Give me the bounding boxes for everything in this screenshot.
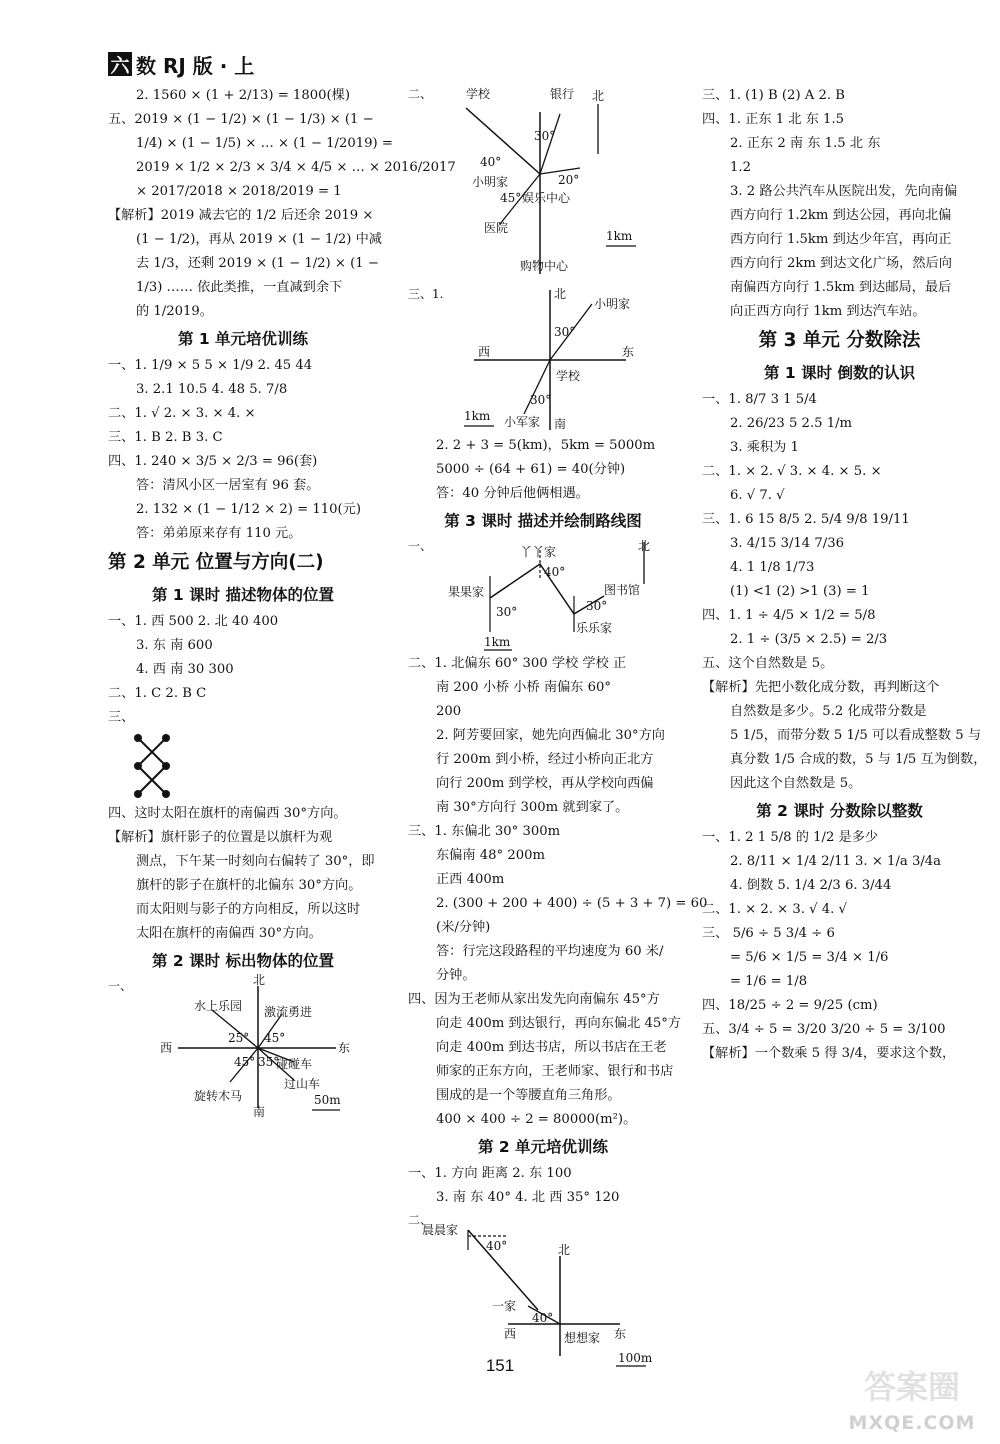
answer-line: 3. 东 南 600 — [136, 638, 213, 653]
answer-line: 【解析】旗杆影子的位置是以旗杆为观 — [108, 830, 333, 845]
answer-line: 6. √ 7. √ — [730, 488, 785, 503]
answer-line: 5 1/5，而带分数 5 1/5 可以看成整数 5 与 — [730, 728, 982, 743]
col1-lesson1-lines — [108, 610, 378, 730]
answer-line: 真分数 1/5 合成的数，5 与 1/5 互为倒数， — [730, 752, 987, 767]
figure-label: 旋转木马 — [194, 1089, 243, 1103]
answer-line: 五、2019 × (1 − 1/2) × (1 − 1/3) × (1 − — [108, 112, 374, 127]
answer-line: 东偏南 48° 200m — [436, 848, 545, 863]
answer-line: 太阳在旗杆的南偏西 30°方向。 — [136, 926, 322, 941]
grade-badge: 六 — [108, 52, 132, 76]
col2-unit2-lines — [408, 1162, 678, 1210]
answer-line: (米/分钟) — [436, 920, 491, 935]
answer-line: 一、1. 1/9 × 5 5 × 1/9 2. 45 44 — [108, 358, 313, 373]
figure-label: 40° — [480, 155, 502, 169]
page-number: 151 — [485, 1356, 515, 1375]
route-drawing-figure — [408, 536, 678, 652]
figure-label: 45° — [264, 1031, 286, 1045]
answer-line: 西方向行 1.5km 到达少年宫，再向正 — [730, 232, 952, 247]
figure-label: 西 — [504, 1327, 517, 1341]
figure-label: 购物中心 — [520, 259, 569, 273]
answer-line: 2. 26/23 5 2.5 1/m — [730, 416, 853, 431]
answer-line: 向走 400m 到达书店，所以书店在王老 — [436, 1040, 667, 1055]
answer-line: 400 × 400 ÷ 2 = 80000(m²)。 — [436, 1112, 637, 1127]
route-map-figure — [408, 284, 678, 434]
col3-lesson1-lines — [702, 388, 987, 796]
answer-line: 4. 西 南 30 300 — [136, 662, 234, 677]
answer-line: 1/4) × (1 − 1/5) × … × (1 − 1/2019) = — [136, 136, 393, 151]
figure-label: 北 — [558, 1243, 571, 1257]
answer-line: 一、1. 2 1 5/8 的 1/2 是多少 — [702, 830, 879, 845]
answer-line: 3. 南 东 40° 4. 北 西 35° 120 — [436, 1190, 620, 1205]
figure-label: 东 — [338, 1041, 351, 1055]
answer-line: 三、 — [108, 710, 135, 725]
answer-line: (1 − 1/2)，再从 2019 × (1 − 1/2) 中减 — [136, 232, 382, 247]
answer-line: (1) <1 (2) >1 (3) = 1 — [730, 584, 870, 599]
answer-line: 四、18/25 ÷ 2 = 9/25 (cm) — [702, 998, 878, 1013]
figure-label: 20° — [558, 173, 580, 187]
figure-label: 南 — [554, 417, 567, 431]
answer-line: 五、这个自然数是 5。 — [702, 656, 834, 671]
answer-line: 测点，下午某一时刻向右偏转了 30°，即 — [136, 854, 375, 869]
answer-line: 三、1. 东偏北 30° 300m — [408, 824, 561, 839]
figure-label: 学校 — [556, 369, 581, 383]
figure-label: 医院 — [484, 221, 509, 235]
answer-line: 二、1. C 2. B C — [108, 686, 207, 701]
answer-line: 5000 ÷ (64 + 61) = 40(分钟) — [436, 462, 626, 477]
figure-label: 晨晨家 — [422, 1223, 459, 1237]
answer-line: 2. 2 + 3 = 5(km)，5km = 5000m — [436, 438, 656, 453]
figure-label: 100m — [618, 1351, 653, 1365]
home-map-figure — [408, 1210, 678, 1370]
col1-unit1-lines — [108, 354, 378, 546]
unit3-lesson2-title: 第 2 课时 分数除以整数 — [756, 802, 923, 820]
figure-label: 南 — [253, 1105, 266, 1119]
answer-line: 四、这时太阳在旗杆的南偏西 30°方向。 — [108, 806, 347, 821]
answer-line: 一、1. 西 500 2. 北 40 400 — [108, 614, 279, 629]
answer-line: 二、1. × 2. √ 3. × 4. × 5. × — [702, 464, 882, 479]
figure-label: 1km — [606, 229, 633, 243]
answer-line: 正西 400m — [436, 872, 505, 887]
answer-line: 2. 132 × (1 − 1/12 × 2) = 110(元) — [136, 502, 362, 517]
answer-line: 向行 200m 到学校，再从学校向西偏 — [436, 776, 654, 791]
watermark-mark: 答案圈 — [863, 1368, 960, 1406]
answer-line: 分钟。 — [436, 968, 476, 983]
answer-line: 围成的是一个等腰直角三角形。 — [436, 1088, 621, 1103]
figure-label: 一、 — [108, 979, 133, 993]
answer-line: 【解析】先把小数化成分数，再判断这个 — [702, 680, 940, 695]
answer-line: 南偏西方向行 1.5km 到达邮局，最后 — [730, 280, 952, 295]
col1-lesson1-after — [108, 802, 378, 946]
answer-line: 答：40 分钟后他俩相遇。 — [436, 486, 589, 501]
figure-label: 二、 — [408, 87, 433, 101]
watermark-logo — [832, 1362, 992, 1434]
park-map — [108, 973, 378, 1119]
book-title: 数 RJ 版 · 上 — [136, 53, 255, 78]
figure-label: 想想家 — [564, 1331, 601, 1345]
figure-label: 45° — [234, 1055, 256, 1069]
answer-line: 2019 × 1/2 × 2/3 × 3/4 × 4/5 × … × 2016/2017 — [136, 160, 456, 175]
figure-label: 1km — [464, 409, 491, 423]
answer-line: 南 30°方向行 300m 就到家了。 — [436, 800, 629, 815]
figure-label: 40° — [486, 1239, 508, 1253]
col2-lesson3-lines — [408, 652, 708, 1132]
answer-line: 自然数是多少。5.2 化成带分数是 — [730, 704, 927, 719]
answer-line: 2. 阿芳要回家，她先向西偏北 30°方向 — [436, 728, 665, 743]
answer-line: × 2017/2018 × 2018/2019 = 1 — [136, 184, 342, 199]
answer-line: 答：行完这段路程的平均速度为 60 米/ — [436, 944, 664, 959]
figure-label: 北 — [253, 973, 266, 987]
answer-line: 4. 1 1/8 1/73 — [730, 560, 815, 575]
figure-label: 过山车 — [284, 1077, 321, 1091]
answer-line: 二、1. 北偏东 60° 300 学校 学校 正 — [408, 656, 627, 671]
figure-label: 碰碰车 — [276, 1057, 313, 1071]
answer-line: 1.2 — [730, 160, 751, 175]
answer-line: 南 200 小桥 小桥 南偏东 60° — [436, 680, 612, 695]
figure-label: 30° — [496, 605, 518, 619]
answer-line: 因此这个自然数是 5。 — [730, 776, 862, 791]
answer-line: 旗杆的影子在旗杆的北偏东 30°方向。 — [136, 878, 362, 893]
figure-label: 图书馆 — [604, 583, 641, 597]
figure-label: 二、 — [408, 1213, 433, 1227]
answer-line: 答：弟弟原来存有 110 元。 — [136, 526, 302, 541]
page-header — [108, 50, 254, 78]
col2-after-fig3 — [408, 434, 678, 506]
matching-diagram — [108, 730, 378, 802]
figure-label: 1km — [484, 635, 511, 649]
figure-label: 果果家 — [448, 585, 485, 599]
answer-line: = 5/6 × 1/5 = 3/4 × 1/6 — [730, 950, 889, 965]
column-middle — [408, 84, 708, 1370]
answer-line: 【解析】2019 减去它的 1/2 后还余 2019 × — [108, 208, 374, 223]
answer-line: 4. 倒数 5. 1/4 2/3 6. 3/44 — [730, 878, 892, 893]
answer-line: 2. 1560 × (1 + 2/13) = 1800(棵) — [136, 88, 350, 103]
figure-label: 丫丫家 — [520, 545, 557, 559]
answer-line: 三、1. (1) B (2) A 2. B — [702, 88, 845, 103]
answer-line: 行 200m 到小桥，经过小桥向正北方 — [436, 752, 654, 767]
figure-label: 小军家 — [504, 415, 541, 429]
answer-line: 去 1/3，还剩 2019 × (1 − 1/2) × (1 − — [136, 256, 379, 271]
answer-line: 答：清风小区一居室有 96 套。 — [136, 478, 320, 493]
city-map-figure — [408, 84, 678, 284]
figure-label: 学校 — [466, 87, 491, 101]
figure-label: 一家 — [492, 1299, 517, 1313]
figure-label: 东 — [614, 1327, 627, 1341]
unit2-lesson3-title: 第 3 课时 描述并绘制路线图 — [444, 512, 642, 530]
answer-line: 3. 2 路公共汽车从医院出发，先向南偏 — [730, 184, 958, 199]
figure-label: 25° — [228, 1031, 250, 1045]
answer-line: 五、3/4 ÷ 5 = 3/20 3/20 ÷ 5 = 3/100 — [702, 1022, 946, 1037]
answer-line: 向走 400m 到达银行，再向东偏北 45°方 — [436, 1016, 682, 1031]
col3-lesson2-lines — [702, 826, 977, 1066]
figure-label: 娱乐中心 — [522, 191, 571, 205]
answer-line: 二、1. × 2. × 3. √ 4. √ — [702, 902, 847, 917]
answer-line: 三、 5/6 ÷ 5 3/4 ÷ 6 — [702, 926, 835, 941]
figure-label: 银行 — [550, 87, 575, 101]
answer-line: 2. (300 + 200 + 400) ÷ (5 + 3 + 7) = 60 — [436, 896, 708, 911]
figure-label: 30° — [586, 599, 608, 613]
figure-label: 40° — [532, 1311, 554, 1325]
col3-top-lines — [702, 84, 977, 324]
answer-line: = 1/6 = 1/8 — [730, 974, 808, 989]
answer-line: 【解析】一个数乘 5 得 3/4，要求这个数， — [702, 1046, 956, 1061]
column-right — [702, 84, 987, 1066]
figure-label: 小明家 — [594, 297, 631, 311]
figure-label: 30° — [554, 325, 576, 339]
figure-label: 北 — [638, 539, 651, 553]
figure-label: 30° — [534, 129, 556, 143]
figure-label: 北 — [592, 89, 605, 103]
unit2-title: 第 2 单元 位置与方向(二) — [108, 552, 324, 573]
answer-line: 一、1. 方向 距离 2. 东 100 — [408, 1166, 572, 1181]
unit2-lesson2-title: 第 2 课时 标出物体的位置 — [152, 952, 334, 970]
answer-line: 3. 2.1 10.5 4. 48 5. 7/8 — [136, 382, 288, 397]
figure-label: 西 — [160, 1041, 173, 1055]
answer-line: 西方向行 2km 到达文化广场，然后向 — [730, 256, 952, 271]
answer-line: 的 1/2019。 — [136, 304, 213, 319]
answer-line: 四、1. 1 ÷ 4/5 × 1/2 = 5/8 — [702, 608, 876, 623]
figure-label: 40° — [544, 565, 566, 579]
answer-line: 一、1. 8/7 3 1 5/4 — [702, 392, 817, 407]
answer-line: 向正西方向行 1km 到达汽车站。 — [730, 304, 926, 319]
answer-line: 三、1. B 2. B 3. C — [108, 430, 223, 445]
unit2-lesson1-title: 第 1 课时 描述物体的位置 — [152, 586, 334, 604]
unit1-training-title: 第 1 单元培优训练 — [177, 330, 309, 348]
figure-label: 乐乐家 — [576, 621, 613, 635]
answer-line: 1/3) …… 依此类推，一直减到余下 — [136, 280, 343, 295]
unit2-training-title: 第 2 单元培优训练 — [477, 1138, 609, 1156]
unit3-lesson1-title: 第 1 课时 倒数的认识 — [764, 364, 915, 382]
figure-label: 30° — [530, 393, 552, 407]
watermark-url: MXQE.COM — [848, 1412, 976, 1434]
answer-line: 西方向行 1.2km 到达公园，再向北偏 — [730, 208, 952, 223]
answer-line: 2. 8/11 × 1/4 2/11 3. × 1/a 3/4a — [730, 854, 942, 869]
figure-label: 西 — [478, 345, 491, 359]
figure-label: 激流勇进 — [264, 1005, 313, 1019]
unit3-title: 第 3 单元 分数除法 — [758, 330, 921, 351]
figure-label: 东 — [622, 345, 635, 359]
answer-line: 四、1. 正东 1 北 东 1.5 — [702, 112, 845, 127]
figure-label: 北 — [554, 287, 567, 301]
answer-line: 3. 乘积为 1 — [730, 440, 799, 455]
figure-label: 一、 — [408, 539, 433, 553]
figure-label: 45° — [500, 191, 522, 205]
figure-label: 三、1. — [408, 287, 444, 301]
answer-line: 3. 4/15 3/14 7/36 — [730, 536, 844, 551]
answer-line: 四、1. 240 × 3/5 × 2/3 = 96(套) — [108, 454, 318, 469]
answer-line: 三、1. 6 15 8/5 2. 5/4 9/8 19/11 — [702, 512, 910, 527]
figure-label: 50m — [314, 1093, 341, 1107]
answer-line: 四、因为王老师从家出发先向南偏东 45°方 — [408, 992, 660, 1007]
figure-label: 小明家 — [472, 175, 509, 189]
answer-line: 2. 1 ÷ (3/5 × 2.5) = 2/3 — [730, 632, 888, 647]
answer-line: 而太阳则与影子的方向相反，所以这时 — [136, 902, 361, 917]
answer-line: 二、1. √ 2. × 3. × 4. × — [108, 406, 256, 421]
answer-line: 200 — [436, 704, 462, 719]
answer-line: 2. 正东 2 南 东 1.5 北 东 — [730, 136, 881, 151]
answer-line: 师家的正东方向，王老师家、银行和书店 — [436, 1064, 674, 1079]
figure-label: 水上乐园 — [194, 999, 243, 1013]
figure-label: 35° — [258, 1055, 280, 1069]
